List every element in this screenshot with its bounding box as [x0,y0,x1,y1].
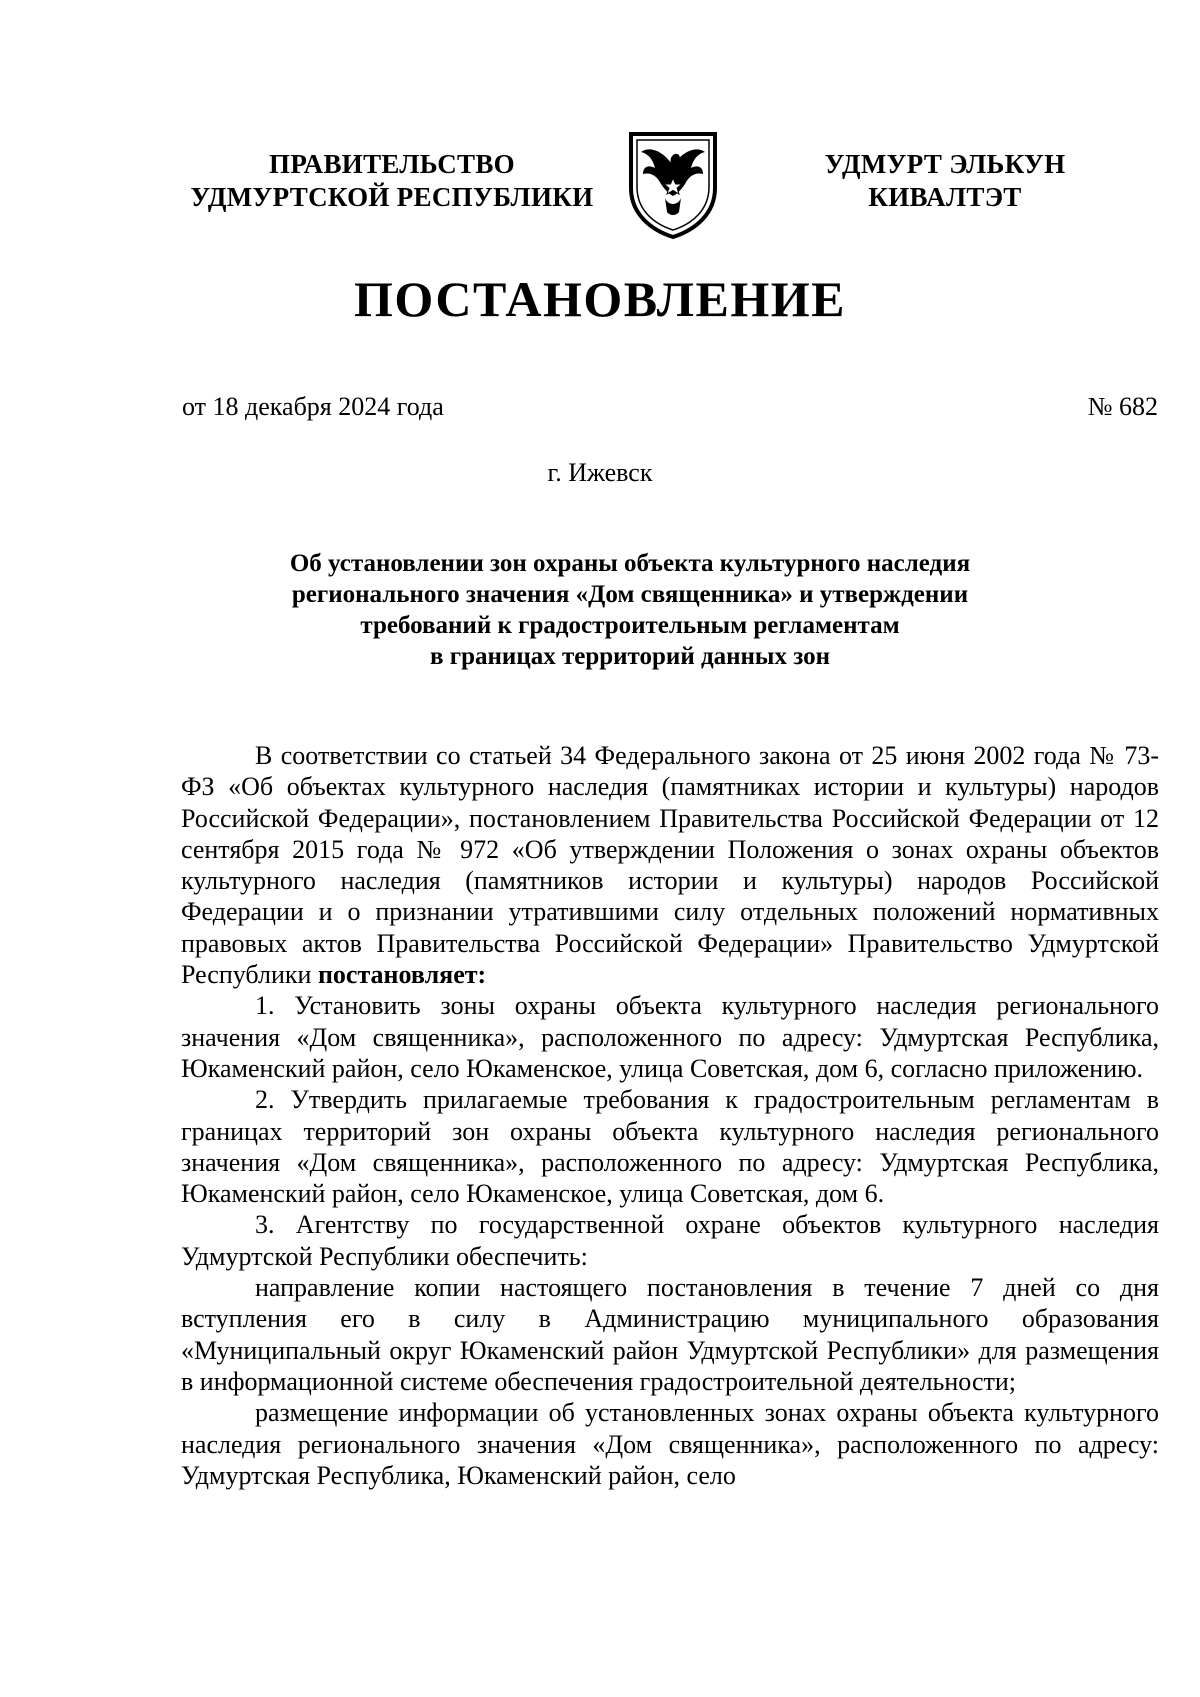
government-name-line-1: ПРАВИТЕЛЬСТВО [269,149,515,179]
government-name-udmurt-line-1: УДМУРТ ЭЛЬКУН [824,149,1066,179]
subject-line-3: требований к градостроительным регламентам [360,612,900,639]
document-title: ПОСТАНОВЛЕНИЕ [354,271,846,327]
document-subject [200,548,1060,672]
item-1-paragraph: 1. Установить зоны охраны объекта культурного наследия регионального значения «Дом священника», расположенного по адресу: Удмуртская Республика, Юкаменский район, село Юкаменское, улица Советская, дом 6, согласно приложению. [181,991,1159,1083]
coat-of-arms-icon [623,128,723,240]
item-2-paragraph: 2. Утвердить прилагаемые требования к градостроительным регламентам в границах территорий зон охраны объекта культурного наследия регионального значения «Дом священника», расположенного по адресу: Удмуртская Республика, Юкаменский район, село Юкаменское, улица Советская, дом 6. [181,1085,1159,1209]
subject-line-4: в границах территорий данных зон [430,643,830,670]
item-3-subitem-2: размещение информации об установленных зонах охраны объекта культурного наследия регионального значения «Дом священника», расположенного по адресу: Удмуртская Республика, Юкаменский район, село [181,1398,1159,1490]
government-name-udmurt [800,148,1090,214]
document-number: № 682 [1087,392,1158,421]
government-name-line-2: УДМУРТСКОЙ РЕСПУБЛИКИ [190,182,594,212]
item-3-paragraph: 3. Агентству по государственной охране объектов культурного наследия Удмуртской Республики обеспечить: [181,1210,1159,1271]
document-date: от 18 декабря 2024 года [182,392,444,421]
subject-line-1: Об установлении зон охраны объекта культурного наследия [289,550,971,577]
preamble-text: В соответствии со статьей 34 Федерального закона от 25 июня 2002 года № 73-ФЗ «Об объектах культурного наследия (памятниках истории и культуры) народов Российской Федерации», постановлением Правительства Российской Федерации от 12 сентября 2015 года № 972 «Об утверждении Положения о зонах охраны объектов культурного наследия (памятников истории и культуры) народов Российской Федерации и о признании утратившими силу отдельных положений нормативных правовых актов Правительства Российской Федерации» Правительство Удмуртской Республики [181,741,1159,990]
preamble-paragraph [181,740,1159,990]
government-name-udmurt-line-2: КИВАЛТЭТ [868,182,1022,212]
document-body [181,740,1159,1491]
preamble-colon: : [477,960,487,990]
subject-line-2: регионального значения «Дом священника» и утверждении [291,581,969,608]
document-city: г. Ижевск [547,458,653,487]
item-3-subitem-1: направление копии настоящего постановления в течение 7 дней со дня вступления его в силу в Администрацию муниципального образования «Муниципальный округ Юкаменский район Удмуртской Республики» для размещения в информационной системе обеспечения градостроительной деятельности; [181,1273,1159,1396]
government-name-russian [172,148,612,214]
preamble-decision-word: постановляет [317,960,478,990]
